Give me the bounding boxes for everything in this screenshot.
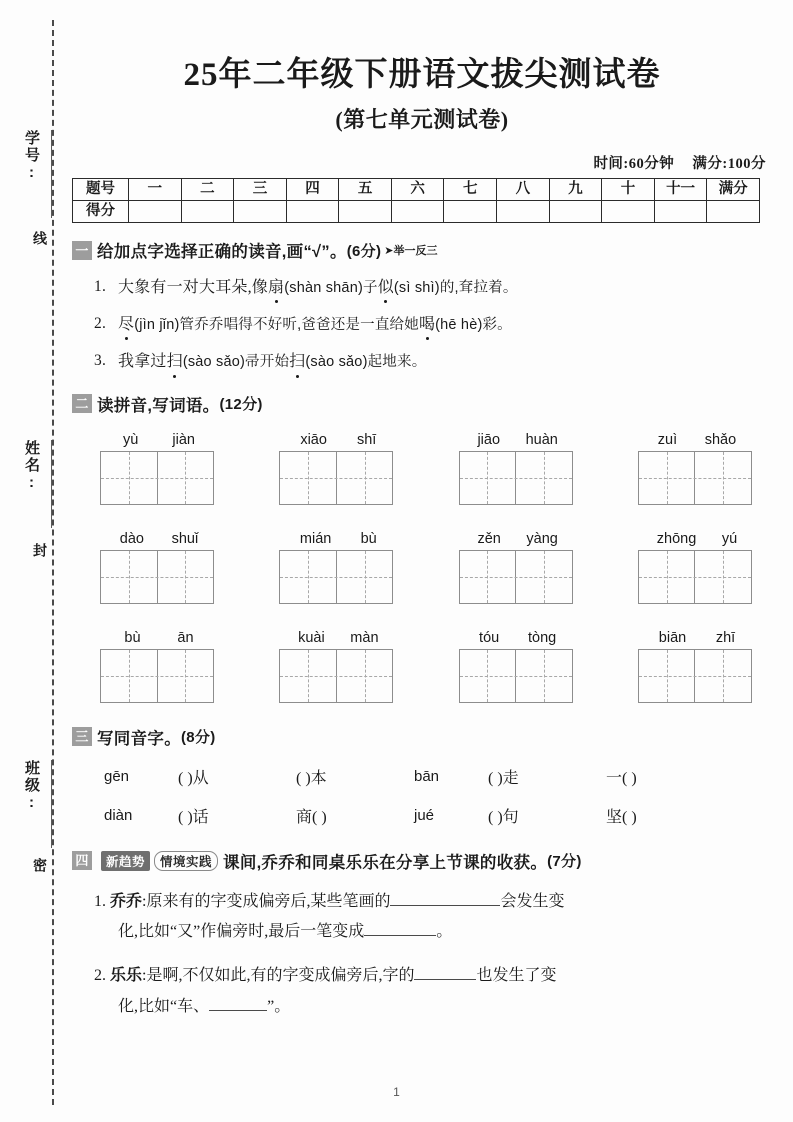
section-points: (8分) (181, 729, 216, 747)
q-part[interactable]: (hē hè)彩。 (435, 317, 512, 334)
tianzige-cell[interactable] (694, 452, 751, 504)
pinyin-grid-item (459, 630, 577, 703)
pinyin-label (279, 531, 397, 547)
sidebar-field-label: 姓名: (23, 440, 40, 493)
dotted-char: 扫 (167, 350, 183, 373)
score-table (72, 178, 760, 223)
pinyin-grid-item (638, 531, 756, 604)
pinyin-syllable: yù (123, 431, 139, 448)
pinyin-syllable: bù (124, 629, 141, 646)
pinyin-syllable: ān (177, 629, 194, 646)
question-number: 3. (94, 352, 107, 370)
col-header-3: 三 (234, 179, 287, 201)
pinyin-grid-row (72, 432, 772, 505)
tianzige-box[interactable] (279, 649, 393, 703)
tianzige-box[interactable] (459, 550, 573, 604)
exam-sidebar (0, 0, 68, 1122)
dialogue-text: 化,比如“车、 (118, 997, 210, 1015)
sidebar-field-student-id (6, 130, 52, 218)
table-row-header (73, 179, 760, 201)
pinyin-syllable: màn (350, 629, 379, 646)
question-number: 2. (94, 967, 106, 985)
pinyin-syllable: zěn (477, 530, 501, 547)
sidebar-field-class (6, 760, 52, 848)
homophone-blank[interactable]: ( )从 (178, 769, 209, 787)
page-number: 1 (393, 1085, 400, 1099)
pinyin-syllable: jiāo (477, 431, 501, 448)
row-label-score: 得分 (73, 201, 129, 223)
pinyin-syllable: tóu (479, 629, 500, 646)
dotted-char: 尽 (118, 313, 134, 336)
homophone-blank[interactable]: 坚( ) (606, 808, 637, 826)
tianzige-box[interactable] (279, 451, 393, 505)
dialogue-text: ”。 (267, 997, 291, 1015)
sidebar-field-label: 班级: (23, 760, 40, 813)
pinyin-grid-item (279, 630, 397, 703)
col-header-8: 八 (497, 179, 550, 201)
fill-blank[interactable] (364, 935, 436, 936)
pinyin-grid-item (279, 531, 397, 604)
q-part[interactable]: (jìn jǐn)管乔乔唱得不好听,爸爸还是一直给她 (134, 317, 419, 334)
homophone-blank[interactable]: ( )句 (488, 808, 519, 826)
section-title: 读拼音,写词语。 (97, 396, 220, 415)
section-number-badge: 二 (72, 394, 92, 413)
pinyin-syllable: zhī (715, 629, 736, 646)
pinyin-label (638, 630, 756, 646)
tianzige-box[interactable] (100, 451, 214, 505)
tianzige-cell[interactable] (157, 650, 214, 702)
question-item (72, 313, 772, 336)
pinyin-syllable: shuǐ (171, 530, 199, 547)
tianzige-cell[interactable] (694, 551, 751, 603)
q-part: 我拿过 (118, 353, 167, 371)
question-number: 1. (94, 892, 106, 910)
section-heading-1 (72, 238, 772, 262)
tianzige-cell[interactable] (639, 650, 695, 702)
tianzige-box[interactable] (638, 649, 752, 703)
col-header-total: 满分 (707, 179, 760, 201)
homophone-row (72, 765, 772, 788)
tianzige-cell[interactable] (280, 551, 336, 603)
dialogue-text: :原来有的字变成偏旁后,某些笔画的 (142, 892, 391, 910)
pinyin-grid-item (459, 531, 577, 604)
tianzige-cell[interactable] (515, 452, 572, 504)
exam-meta (72, 152, 772, 173)
write-line (51, 440, 52, 528)
col-header-1: 一 (129, 179, 182, 201)
pinyin-label (100, 630, 218, 646)
pinyin-syllable: zhōng (656, 530, 697, 547)
tianzige-box[interactable] (638, 550, 752, 604)
section-heading-3 (72, 725, 772, 749)
section-tag: ➤举一反三 (384, 245, 438, 257)
score-cell-11[interactable] (654, 201, 707, 223)
pinyin-grid-item (459, 432, 577, 505)
pinyin-syllable: mián (299, 530, 332, 547)
exam-content (72, 0, 772, 1022)
homophone-pinyin: jué (414, 806, 435, 824)
pinyin-syllable: zuì (657, 431, 678, 448)
section-points: (12分) (219, 396, 263, 414)
homophone-row (72, 804, 772, 827)
pinyin-grid-item (100, 531, 218, 604)
speaker-name: 乔乔 (110, 892, 143, 910)
sidebar-field-label: 学号: (23, 130, 40, 183)
tianzige-cell[interactable] (101, 650, 157, 702)
tianzige-cell[interactable] (280, 650, 336, 702)
fill-blank[interactable] (390, 905, 500, 906)
badge-situational-practice: 情境实践 (154, 851, 218, 871)
section-points: (6分) (346, 242, 382, 260)
section-number-badge: 四 (72, 851, 92, 870)
col-header-7: 七 (444, 179, 497, 201)
pinyin-syllable: xiāo (300, 431, 327, 448)
tianzige-cell[interactable] (280, 452, 336, 504)
pinyin-syllable: jiàn (172, 431, 195, 448)
score-cell-total[interactable] (707, 201, 760, 223)
pinyin-grid-row (72, 531, 772, 604)
tianzige-box[interactable] (100, 550, 214, 604)
tianzige-box[interactable] (459, 649, 573, 703)
score-cell-9[interactable] (549, 201, 602, 223)
tianzige-cell[interactable] (460, 452, 516, 504)
score-cell-2[interactable] (181, 201, 234, 223)
pinyin-syllable: yú (721, 530, 738, 547)
pinyin-label (279, 432, 397, 448)
pinyin-grid-item (100, 432, 218, 505)
tianzige-cell[interactable] (101, 452, 157, 504)
pinyin-syllable: tòng (528, 629, 557, 646)
pinyin-label (459, 432, 577, 448)
question-item (72, 276, 772, 299)
q-part[interactable]: (shàn shān)子 (284, 280, 378, 296)
section-title: 给加点字选择正确的读音,画“√”。 (97, 243, 347, 261)
tianzige-cell[interactable] (515, 551, 572, 603)
pinyin-syllable: yàng (526, 530, 558, 547)
pinyin-syllable: kuài (298, 629, 325, 646)
tianzige-box[interactable] (638, 451, 752, 505)
question-item (72, 350, 772, 373)
speaker-name: 乐乐 (110, 967, 143, 985)
seal-char-feng: 封 (30, 540, 50, 560)
col-header-5: 五 (339, 179, 392, 201)
question-number: 2. (94, 315, 107, 333)
pinyin-grid-row (72, 630, 772, 703)
pinyin-syllable: shǎo (704, 431, 737, 448)
question-number: 1. (94, 278, 107, 295)
dialogue-text: 。 (436, 922, 453, 940)
dotted-char: 喝 (419, 313, 435, 336)
tianzige-box[interactable] (100, 649, 214, 703)
col-header-2: 二 (181, 179, 234, 201)
section-heading-2 (72, 392, 772, 416)
pinyin-label (100, 531, 218, 547)
tianzige-cell[interactable] (336, 452, 393, 504)
pinyin-label (100, 432, 218, 448)
score-cell-6[interactable] (391, 201, 444, 223)
col-header-4: 四 (286, 179, 339, 201)
homophone-blank[interactable]: 一( ) (606, 769, 637, 787)
score-cell-7[interactable] (444, 201, 497, 223)
pinyin-label (459, 531, 577, 547)
seal-char-mi: 密 (30, 855, 50, 875)
pinyin-label (638, 531, 756, 547)
homophone-blank[interactable]: ( )走 (488, 769, 519, 787)
homophone-blank[interactable]: 商( ) (296, 808, 327, 826)
write-line (51, 130, 52, 218)
dialogue-text: 也发生了变 (476, 967, 557, 985)
score-cell-1[interactable] (129, 201, 182, 223)
section-title: 写同音字。 (97, 729, 181, 748)
tianzige-cell[interactable] (515, 650, 572, 702)
score-cell-5[interactable] (339, 201, 392, 223)
section-points: (7分) (547, 853, 582, 871)
score-cell-3[interactable] (234, 201, 287, 223)
section-number-badge: 一 (72, 241, 92, 260)
q-part[interactable]: (sì shì)的,耷拉着。 (393, 280, 518, 296)
pinyin-syllable: dào (119, 530, 144, 547)
dialogue-item (72, 961, 772, 1022)
pinyin-grid-item (638, 630, 756, 703)
pinyin-syllable: biān (658, 629, 687, 646)
question-text (118, 276, 772, 299)
section-title: 课间,乔乔和同桌乐乐在分享上节课的收获。 (223, 853, 548, 872)
fill-blank[interactable] (414, 979, 476, 980)
tianzige-cell[interactable] (694, 650, 751, 702)
tianzige-cell[interactable] (336, 551, 393, 603)
pinyin-grid-item (279, 432, 397, 505)
pinyin-syllable: huàn (525, 431, 558, 448)
tianzige-cell[interactable] (639, 551, 695, 603)
time-limit-label: 时间:60分钟 (593, 156, 675, 172)
q-part[interactable]: (sào sǎo)帚开始 (182, 354, 290, 371)
dialogue-text: :是啊,不仅如此,有的字变成偏旁后,字的 (142, 967, 415, 985)
question-text (118, 350, 772, 373)
score-cell-10[interactable] (602, 201, 655, 223)
seal-char-xian: 线 (30, 228, 50, 248)
dialogue-item (72, 887, 772, 948)
homophone-pinyin: diàn (104, 806, 133, 824)
seal-dashed-line (52, 20, 54, 1105)
table-row-scores (73, 201, 760, 223)
dialogue-line-2 (94, 992, 772, 1022)
col-header-6: 六 (391, 179, 444, 201)
tianzige-cell[interactable] (460, 551, 516, 603)
col-header-11: 十一 (654, 179, 707, 201)
pinyin-syllable: bù (360, 530, 377, 547)
dialogue-text: 化,比如“又”作偏旁时,最后一笔变成 (118, 922, 365, 940)
pinyin-label (279, 630, 397, 646)
page-title: 25年二年级下册语文拔尖测试卷 (183, 57, 661, 93)
tianzige-cell[interactable] (157, 551, 214, 603)
pinyin-grid-item (638, 432, 756, 505)
section-heading-4 (72, 849, 772, 873)
pinyin-syllable: shī (356, 431, 377, 448)
write-line (51, 760, 52, 848)
fill-blank[interactable] (209, 1010, 267, 1011)
score-cell-4[interactable] (286, 201, 339, 223)
dialogue-line-2 (94, 917, 772, 947)
pinyin-label (638, 432, 756, 448)
homophone-pinyin: bān (414, 767, 440, 785)
tianzige-box[interactable] (459, 451, 573, 505)
homophone-blank[interactable]: ( )本 (296, 769, 327, 787)
tianzige-box[interactable] (279, 550, 393, 604)
pinyin-grid-item (100, 630, 218, 703)
homophone-pinyin: gēn (104, 767, 130, 785)
dotted-char: 扇 (268, 276, 284, 299)
tianzige-cell[interactable] (460, 650, 516, 702)
tianzige-cell[interactable] (639, 452, 695, 504)
total-points-label: 满分:100分 (692, 156, 766, 172)
score-cell-8[interactable] (497, 201, 550, 223)
tianzige-cell[interactable] (101, 551, 157, 603)
badge-new-trend: 新趋势 (101, 851, 150, 871)
page-subtitle: (第七单元测试卷) (335, 107, 509, 132)
homophone-blank[interactable]: ( )话 (178, 808, 209, 826)
tianzige-cell[interactable] (336, 650, 393, 702)
dialogue-text: 会发生变 (500, 892, 565, 910)
q-part: 大象有一对大耳朵,像 (118, 279, 269, 296)
sidebar-field-name (6, 440, 52, 528)
question-text (118, 313, 772, 336)
pinyin-label (459, 630, 577, 646)
q-part[interactable]: (sào sǎo)起地来。 (305, 354, 427, 371)
section-number-badge: 三 (72, 727, 92, 746)
col-header-10: 十 (602, 179, 655, 201)
dotted-char: 似 (378, 276, 394, 299)
col-header-9: 九 (549, 179, 602, 201)
dotted-char: 扫 (289, 350, 305, 373)
tianzige-cell[interactable] (157, 452, 214, 504)
row-label-question-no: 题号 (73, 179, 129, 201)
